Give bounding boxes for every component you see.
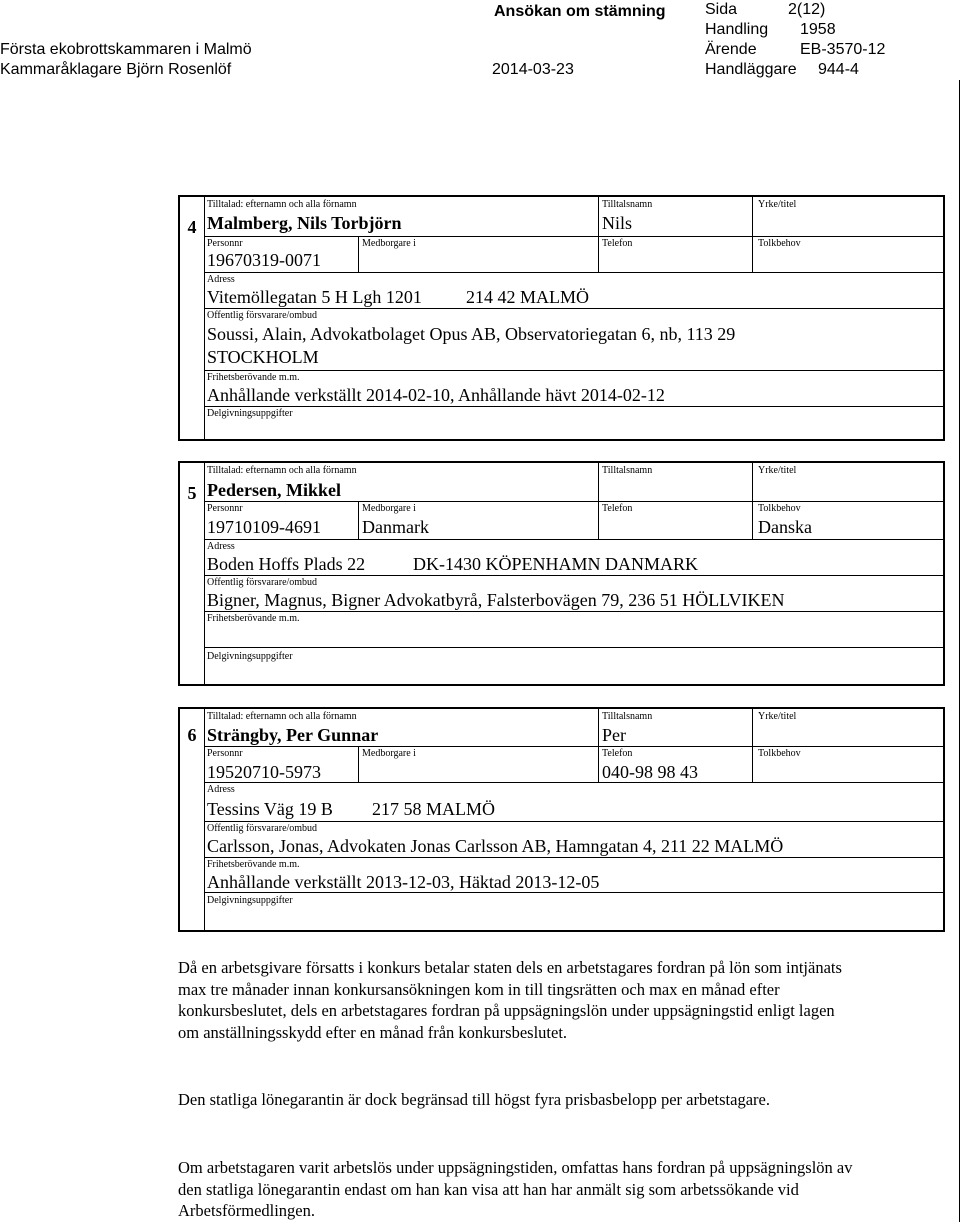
- profession-label: Yrke/titel: [758, 465, 797, 476]
- column-divider: [358, 501, 359, 539]
- defendant-box-4: [178, 195, 945, 441]
- row-divider: [204, 539, 943, 540]
- nickname-label: Tilltalsnamn: [602, 711, 653, 722]
- handlaggare-value: 944-4: [818, 61, 859, 78]
- page-label: Sida: [705, 1, 738, 18]
- deprivation-value: Anhållande verkställt 2013-12-03, Häktad 2013-12-05: [207, 872, 600, 892]
- defendant-number-cell: [180, 197, 205, 439]
- row-divider: [204, 611, 943, 612]
- counsel-line2: STOCKHOLM: [207, 347, 319, 367]
- phone-label: Telefon: [602, 238, 633, 249]
- defendant-number: 6: [187, 725, 197, 745]
- defendant-number-cell: [180, 709, 205, 930]
- deprivation-label: Frihetsberövande m.m.: [207, 372, 300, 383]
- nickname-label: Tilltalsnamn: [602, 199, 653, 210]
- personnr-label: Personnr: [207, 238, 243, 249]
- column-divider: [752, 197, 753, 272]
- defendant-number: 4: [187, 217, 197, 237]
- document-title: Ansökan om stämning: [494, 3, 666, 20]
- column-divider: [598, 463, 599, 539]
- citizen-label: Medborgare i: [362, 748, 416, 759]
- row-divider: [204, 746, 943, 747]
- defendant-personnr: 19670319-0071: [207, 250, 321, 270]
- prosecutor-name: Kammaråklagare Björn Rosenlöf: [0, 61, 232, 78]
- address-label: Adress: [207, 541, 235, 552]
- handling-label: Handling: [705, 21, 769, 38]
- counsel-label: Offentlig försvarare/ombud: [207, 310, 318, 321]
- name-label: Tilltalad: efternamn och alla förnamn: [207, 711, 357, 722]
- defendant-number: 5: [187, 483, 197, 503]
- personnr-label: Personnr: [207, 503, 243, 514]
- profession-label: Yrke/titel: [758, 711, 797, 722]
- personnr-label: Personnr: [207, 748, 243, 759]
- column-divider: [598, 709, 599, 782]
- defendant-citizen: Danmark: [362, 517, 429, 537]
- defendant-nickname: Nils: [602, 213, 633, 233]
- nickname-label: Tilltalsnamn: [602, 465, 653, 476]
- defendant-name: Pedersen, Mikkel: [207, 480, 341, 500]
- address-street: Tessins Väg 19 B: [207, 799, 333, 819]
- column-divider: [358, 746, 359, 782]
- service-label: Delgivningsuppgifter: [207, 408, 293, 419]
- column-divider: [358, 236, 359, 272]
- page-value: 2(12): [788, 1, 826, 18]
- defendant-box-5: [178, 461, 945, 686]
- row-divider: [204, 272, 943, 273]
- address-city: DK-1430 KÖPENHAMN DANMARK: [413, 554, 699, 574]
- column-divider: [752, 709, 753, 782]
- authority-name: Första ekobrottskammaren i Malmö: [0, 41, 252, 58]
- phone-label: Telefon: [602, 748, 633, 759]
- counsel-label: Offentlig försvarare/ombud: [207, 823, 318, 834]
- column-divider: [598, 197, 599, 272]
- interpreter-label: Tolkbehov: [758, 238, 801, 249]
- paragraph-unemployed: Om arbetstagaren varit arbetslös under uppsägningstiden, omfattas hans fordran på uppsägningslön av den statliga lönegarantin endast om han kan visa att han har anmält sig som arbetssökande vid Arbetsförmedlingen.: [178, 1158, 853, 1221]
- deprivation-label: Frihetsberövande m.m.: [207, 859, 300, 870]
- row-divider: [204, 857, 943, 858]
- defendant-name: Strängby, Per Gunnar: [207, 725, 379, 745]
- interpreter-label: Tolkbehov: [758, 748, 801, 759]
- service-label: Delgivningsuppgifter: [207, 651, 293, 662]
- name-label: Tilltalad: efternamn och alla förnamn: [207, 465, 357, 476]
- row-divider: [204, 575, 943, 576]
- deprivation-value: Anhållande verkställt 2014-02-10, Anhållande hävt 2014-02-12: [207, 385, 665, 405]
- row-divider: [204, 308, 943, 309]
- address-label: Adress: [207, 274, 235, 285]
- column-divider: [752, 463, 753, 539]
- defendant-number-cell: [180, 463, 205, 684]
- citizen-label: Medborgare i: [362, 503, 416, 514]
- row-divider: [204, 406, 943, 407]
- citizen-label: Medborgare i: [362, 238, 416, 249]
- address-city: 214 42 MALMÖ: [466, 287, 590, 307]
- address-street: Vitemöllegatan 5 H Lgh 1201: [207, 287, 422, 307]
- row-divider: [204, 647, 943, 648]
- row-divider: [204, 236, 943, 237]
- row-divider: [204, 501, 943, 502]
- paragraph-guarantee-limit: Den statliga lönegarantin är dock begränsad till högst fyra prisbasbelopp per arbetstagare.: [178, 1090, 770, 1109]
- row-divider: [204, 370, 943, 371]
- document-date: 2014-03-23: [492, 61, 574, 78]
- handling-value: 1958: [800, 21, 836, 38]
- paragraph-wage-guarantee: Då en arbetsgivare försatts i konkurs betalar staten dels en arbetstagares fordran på lön som intjänats max tre månader innan konkursansökningen kom in till tingsrätten och max en månad efter konkursbeslutet, dels en arbetstagares fordran på uppsägningslön under uppsägningstid enligt lagen om anställningsskydd efter en månad från konkursbeslutet.: [178, 958, 842, 1042]
- defendant-nickname: Per: [602, 725, 626, 745]
- name-label: Tilltalad: efternamn och alla förnamn: [207, 199, 357, 210]
- defendant-interpreter: Danska: [758, 517, 812, 537]
- arende-value: EB-3570-12: [800, 41, 886, 58]
- address-city: 217 58 MALMÖ: [372, 799, 496, 819]
- counsel-line1: Bigner, Magnus, Bigner Advokatbyrå, Falsterbovägen 79, 236 51 HÖLLVIKEN: [207, 590, 785, 610]
- defendant-personnr: 19710109-4691: [207, 517, 321, 537]
- counsel-line1: Soussi, Alain, Advokatbolaget Opus AB, Observatoriegatan 6, nb, 113 29: [207, 324, 736, 344]
- arende-label: Ärende: [705, 41, 757, 58]
- service-label: Delgivningsuppgifter: [207, 895, 293, 906]
- row-divider: [204, 821, 943, 822]
- deprivation-label: Frihetsberövande m.m.: [207, 613, 300, 624]
- handlaggare-label: Handläggare: [705, 61, 797, 78]
- counsel-line1: Carlsson, Jonas, Advokaten Jonas Carlsson AB, Hamngatan 4, 211 22 MALMÖ: [207, 836, 784, 856]
- defendant-name: Malmberg, Nils Torbjörn: [207, 213, 402, 233]
- address-street: Boden Hoffs Plads 22: [207, 554, 366, 574]
- defendant-personnr: 19520710-5973: [207, 762, 321, 782]
- interpreter-label: Tolkbehov: [758, 503, 801, 514]
- profession-label: Yrke/titel: [758, 199, 797, 210]
- defendant-phone: 040-98 98 43: [602, 762, 698, 782]
- phone-label: Telefon: [602, 503, 633, 514]
- defendant-box-6: [178, 707, 945, 932]
- counsel-label: Offentlig försvarare/ombud: [207, 577, 318, 588]
- address-label: Adress: [207, 784, 235, 795]
